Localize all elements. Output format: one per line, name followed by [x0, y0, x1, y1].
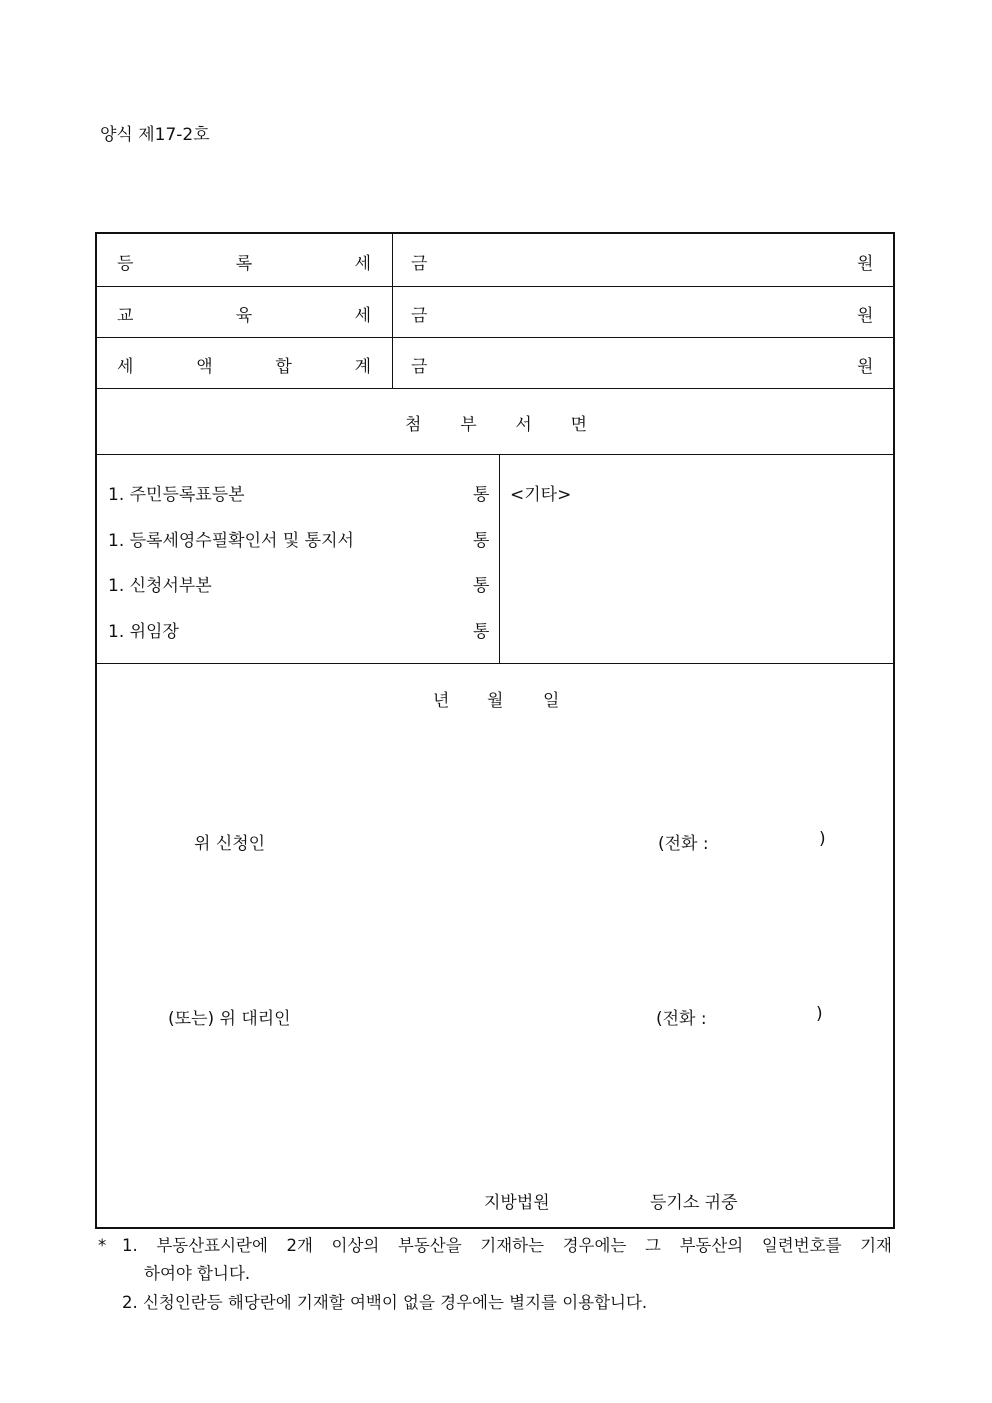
divider	[97, 286, 893, 287]
registry-office-label: 등기소 귀중	[650, 1193, 738, 1213]
notes-marker: *	[98, 1236, 107, 1255]
date-month: 월	[487, 691, 504, 711]
tax-row-unit: 원	[857, 254, 874, 274]
attachments-header: 첨 부 서 면	[405, 415, 587, 435]
attachment-item: 1. 신청서부본	[108, 576, 212, 596]
attachment-unit: 통	[473, 576, 490, 596]
divider	[97, 454, 893, 455]
agent-phone-label: (전화 :	[656, 1009, 707, 1029]
note-1-line-1: 1. 부동산표시란에 2개 이상의 부동산을 기재하는 경우에는 그 부동산의 일련번호를 기재	[122, 1236, 892, 1255]
tax-row-unit: 원	[857, 306, 874, 326]
attachment-item: 1. 위임장	[108, 622, 179, 642]
agent-phone-close: )	[816, 1004, 823, 1024]
tax-row-amount-prefix: 금	[411, 357, 428, 377]
tax-row-label-total: 세 액 합 계	[117, 357, 371, 377]
note-1-line-2: 하여야 합니다.	[144, 1264, 251, 1283]
tax-row-amount-prefix: 금	[411, 306, 428, 326]
column-divider	[392, 234, 393, 388]
district-court-label: 지방법원	[484, 1193, 550, 1213]
attachment-unit: 통	[473, 622, 490, 642]
tax-row-label-education: 교 육 세	[117, 306, 371, 326]
applicant-phone-label: (전화 :	[658, 834, 709, 854]
date-day: 일	[543, 691, 560, 711]
divider	[97, 388, 893, 389]
attachment-item: 1. 등록세영수필확인서 및 통지서	[108, 531, 354, 551]
divider	[97, 663, 893, 664]
agent-label: (또는) 위 대리인	[168, 1009, 291, 1029]
attachment-unit: 통	[473, 531, 490, 551]
registration-form-table	[95, 232, 895, 1229]
applicant-phone-close: )	[819, 829, 826, 849]
applicant-label: 위 신청인	[194, 834, 266, 854]
other-attachments-label: <기타>	[510, 485, 572, 505]
tax-row-amount-prefix: 금	[411, 254, 428, 274]
attachment-item: 1. 주민등록표등본	[108, 485, 245, 505]
attachment-unit: 통	[473, 485, 490, 505]
form-number: 양식 제17-2호	[100, 125, 210, 145]
divider	[97, 337, 893, 338]
date-year: 년	[433, 691, 450, 711]
tax-row-label-registration: 등 록 세	[117, 254, 371, 274]
tax-row-unit: 원	[857, 357, 874, 377]
note-2: 2. 신청인란등 해당란에 기재할 여백이 없을 경우에는 별지를 이용합니다.	[122, 1293, 648, 1312]
column-divider	[499, 454, 500, 663]
